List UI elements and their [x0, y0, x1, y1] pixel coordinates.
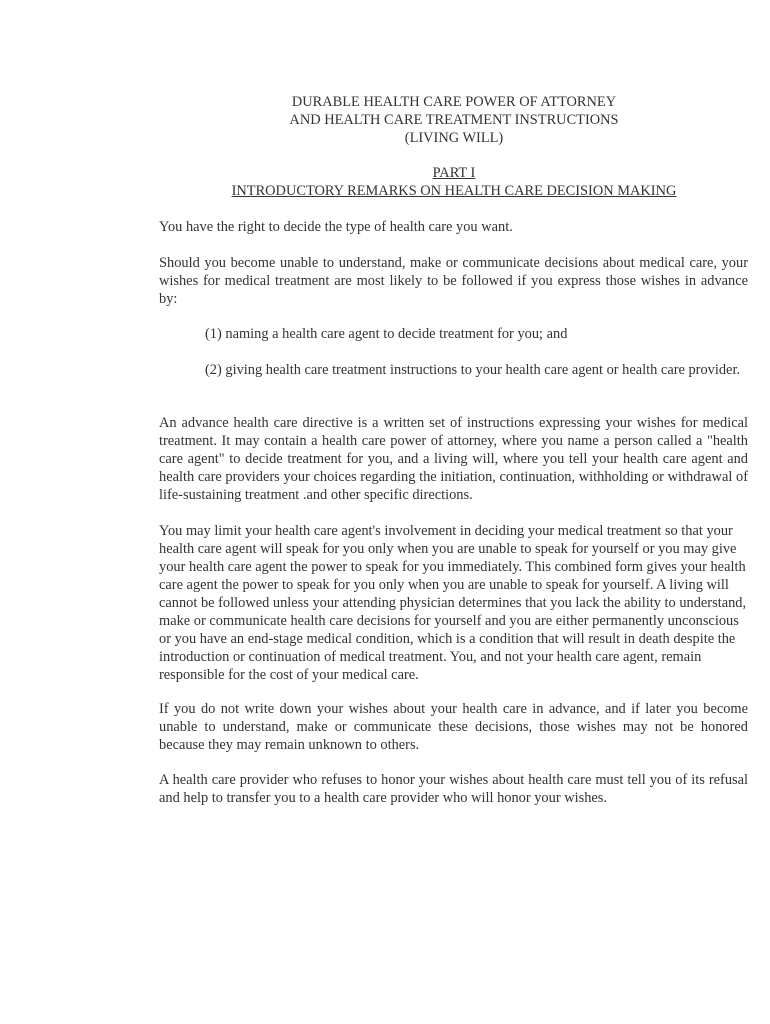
title-line-1: DURABLE HEALTH CARE POWER OF ATTORNEY: [291, 94, 617, 110]
part-header: [160, 164, 748, 200]
part-label: PART I: [432, 165, 476, 181]
title-line-3: (LIVING WILL): [404, 130, 504, 146]
list-item-naming-agent: (1) naming a health care agent to decide treatment for you; and: [205, 326, 568, 342]
list-item-giving-instructions: (2) giving health care treatment instructions to your health care agent or health care provider.: [205, 362, 741, 378]
title-line-2: AND HEALTH CARE TREATMENT INSTRUCTIONS: [289, 112, 619, 128]
part-heading: INTRODUCTORY REMARKS ON HEALTH CARE DECISION MAKING: [231, 183, 677, 199]
paragraph-unknown-wishes: If you do not write down your wishes about your health care in advance, and if later you become unable to understand, make or communicate these decisions, those wishes may not be honored because they may remain unknown to others.: [159, 701, 748, 753]
paragraph-right-to-decide: You have the right to decide the type of health care you want.: [159, 219, 513, 235]
document-title: [160, 93, 748, 147]
paragraph-advance-directive: An advance health care directive is a written set of instructions expressing your wishes for medical treatment. It may contain a health care power of attorney, where you name a person called a "health care agent" to decide treatment for you, and a living will, where you tell your health care agent and health care providers your choices regarding the initiation, continuation, withholding or withdrawal of life-sustaining treatment .and other specific directions.: [159, 415, 748, 503]
paragraph-advance-wishes: Should you become unable to understand, make or communicate decisions about medical care, your wishes for medical treatment are most likely to be followed if you express those wishes in advance by:: [159, 255, 748, 307]
paragraph-provider-refusal: A health care provider who refuses to honor your wishes about health care must tell you of its refusal and help to transfer you to a health care provider who will honor your wishes.: [159, 772, 748, 806]
paragraph-limit-agent: You may limit your health care agent's involvement in deciding your medical treatment so that your health care agent will speak for you only when you are unable to speak for yourself or you may give your health care agent the power to speak for you immediately. This combined form gives your health care agent the power to speak for you only when you are unable to speak for yourself. A living will cannot be followed unless your attending physician determines that you lack the ability to understand, make or communicate health care decisions for yourself and you are either permanently unconscious or you have an end-stage medical condition, which is a condition that will result in death despite the introduction or continuation of medical treatment. You, and not your health care agent, remain responsible for the cost of your medical care.: [159, 523, 747, 683]
